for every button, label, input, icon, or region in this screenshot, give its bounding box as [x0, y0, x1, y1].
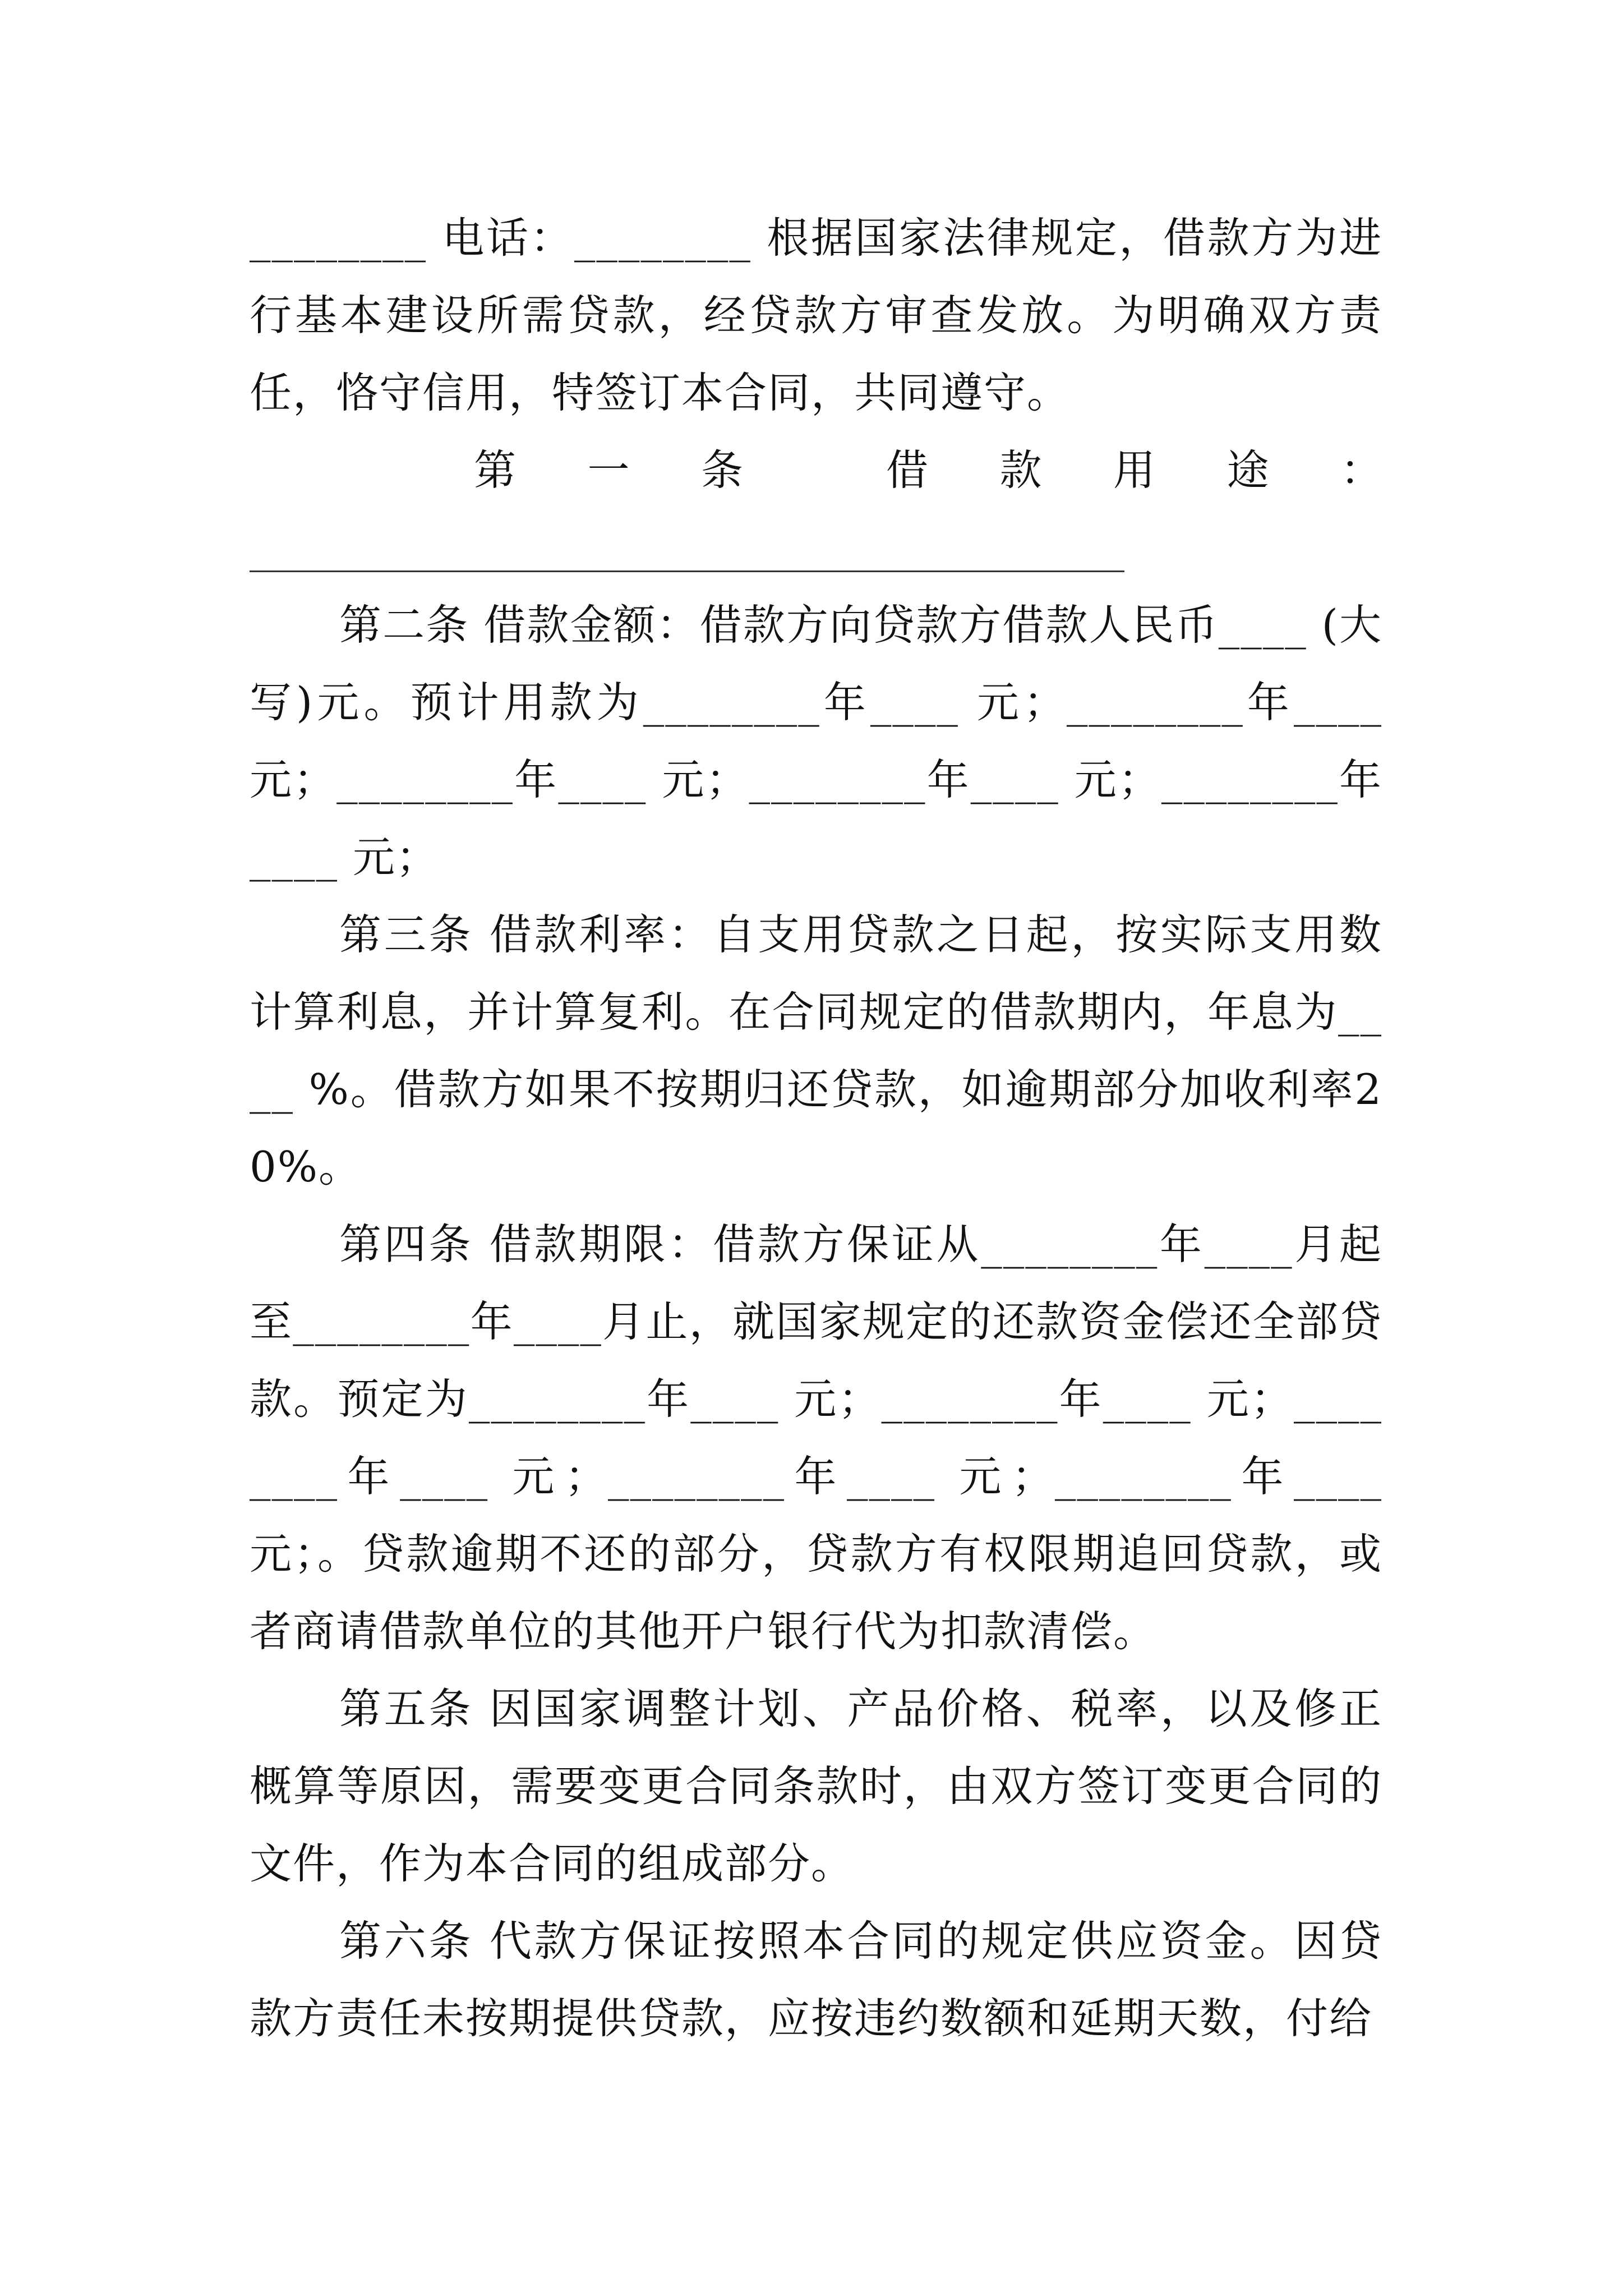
article-4-paragraph: 第四条 借款期限：借款方保证从________年____月起至________年____月止，就国家规定的还款资金偿还全部贷款。预定为________年____ 元；________年____ 元；________年____ 元；________年____ 元；________年____元；。贷款逾期不还的部分，贷款方有权限期追回贷款，或者商请借款单位的其他开户银行代为扣款清偿。 [250, 1220, 1382, 1656]
intro-paragraph: ________ 电话：________ 根据国家法律规定，借款方为进行基本建设所需贷款，经贷款方审查发放。为明确双方责任，恪守信用，特签订本合同，共同遵守。 [250, 213, 1382, 417]
article-2-paragraph: 第二条 借款金额：借款方向贷款方借款人民币____ (大写)元。预计用款为________年____ 元；________年____元；________年____ 元；________年____ 元；________年____ 元； [250, 600, 1382, 882]
article-1-char: 用 [1113, 445, 1155, 495]
article-1-blank-line [250, 509, 1382, 586]
article-1-char: 借 [886, 445, 928, 495]
article-1-char: 途 [1227, 445, 1269, 495]
document-body [250, 199, 1382, 2057]
article-3-paragraph: 第三条 借款利率：自支用贷款之日起，按实际支用数计算利息，并计算复利。在合同规定的借款期内，年息为____ %。借款方如果不按期归还贷款，如逾期部分加收利率20%。 [250, 910, 1382, 1191]
article-1-heading [250, 431, 1382, 509]
blank-underline [250, 570, 1124, 572]
article-1-char: 款 [999, 445, 1042, 495]
article-6-paragraph: 第六条 代款方保证按照本合同的规定供应资金。因贷款方责任未按期提供贷款，应按违约数额和延期天数，付给 [250, 1916, 1382, 2043]
article-1-char: 第 [474, 445, 517, 495]
article-1-char: ： [1340, 445, 1382, 495]
article-1-char: 一 [587, 445, 630, 495]
article-5-paragraph: 第五条 因国家调整计划、产品价格、税率，以及修正概算等原因，需要变更合同条款时，由双方签订变更合同的文件，作为本合同的组成部分。 [250, 1684, 1382, 1888]
article-1-char: 条 [701, 445, 744, 495]
